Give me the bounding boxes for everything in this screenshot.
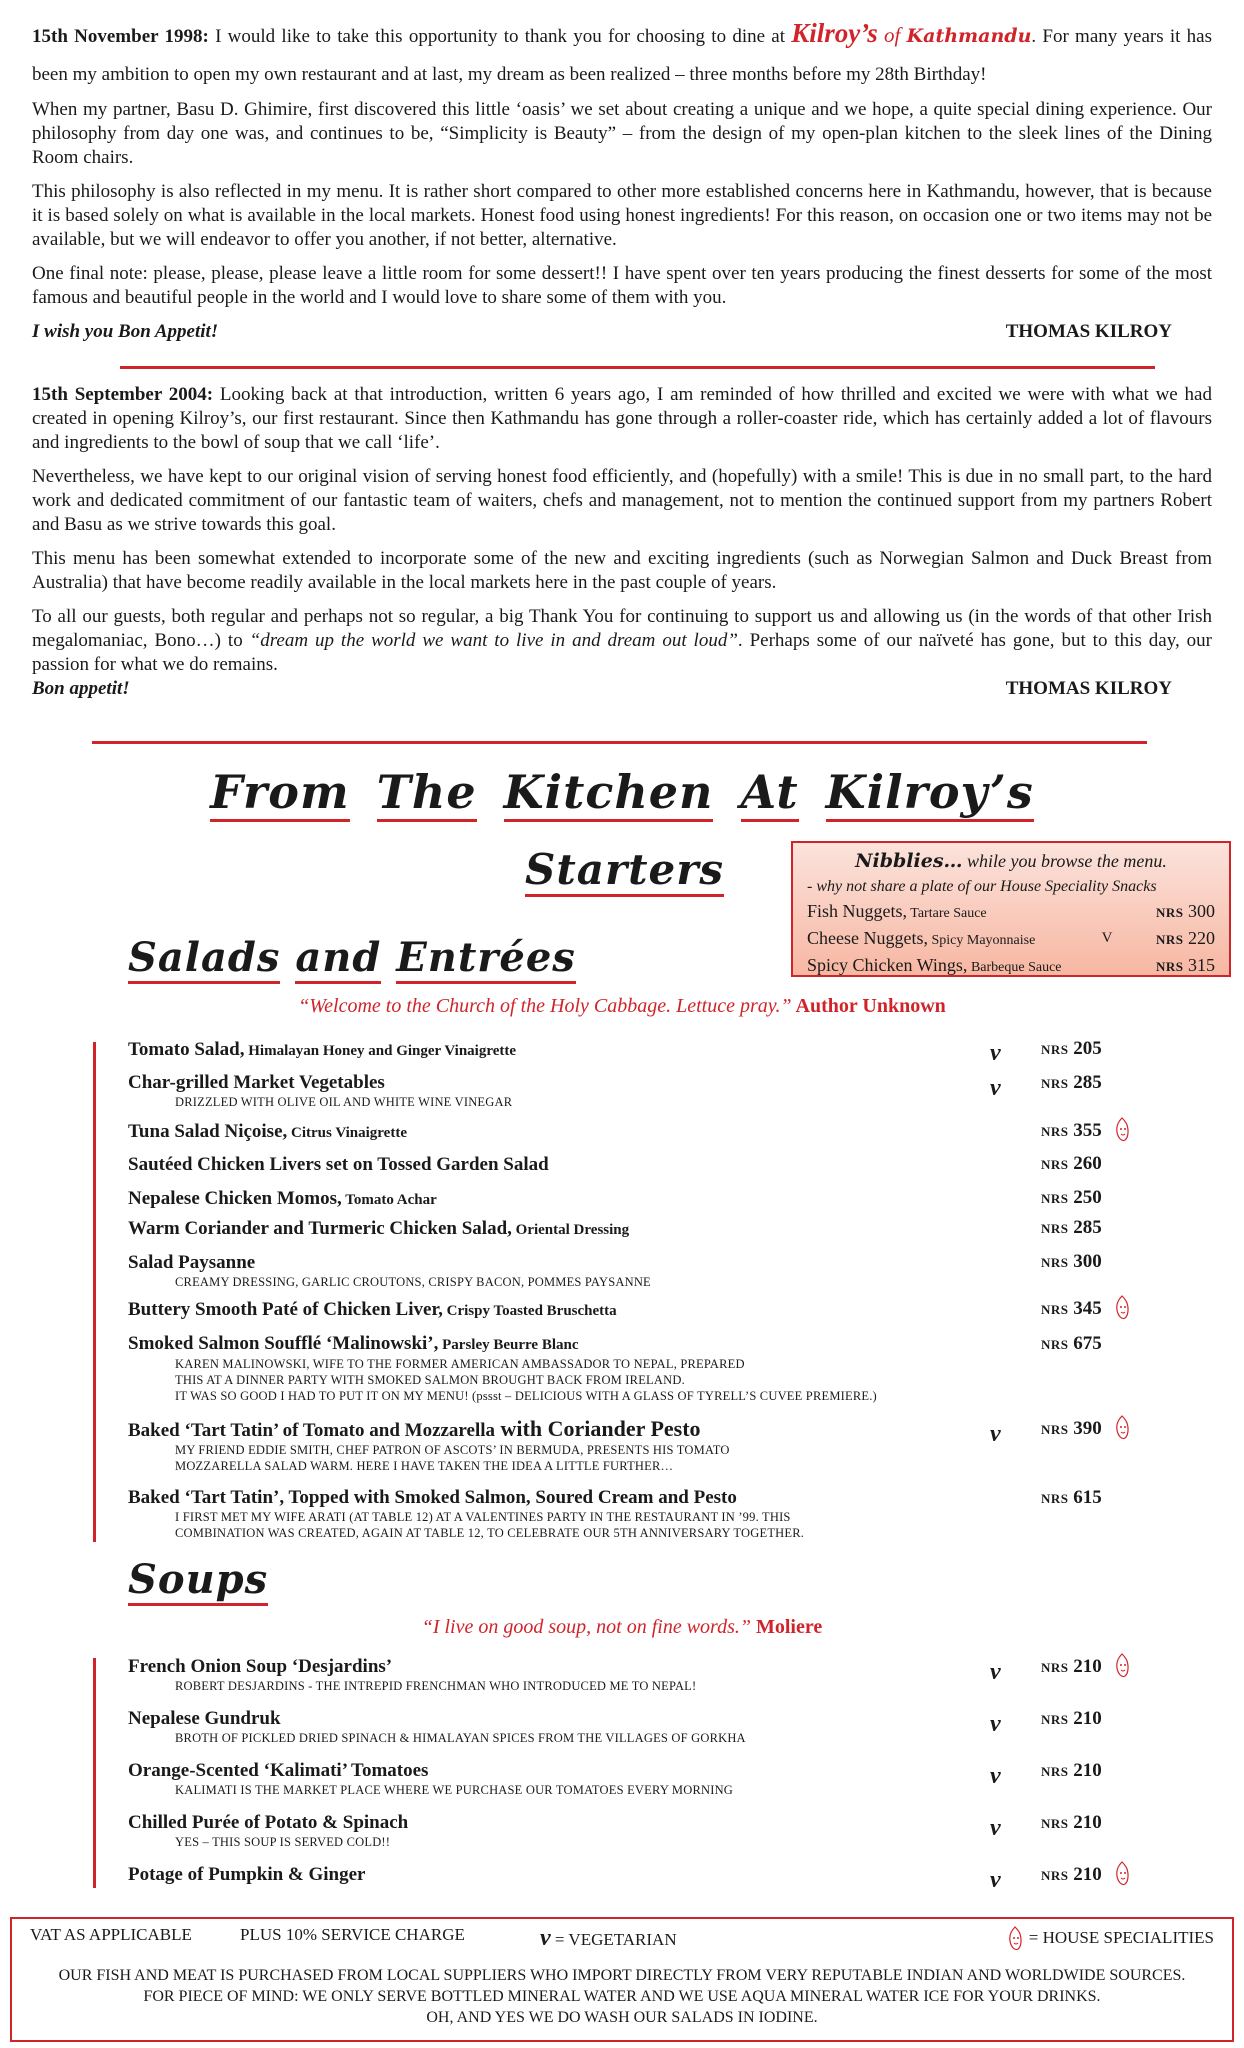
vat-note: VAT AS APPLICABLE (30, 1925, 192, 1944)
speciality-legend (1006, 1925, 1214, 1953)
house-speciality-icon (1113, 1116, 1131, 1144)
intro2-sign-row (32, 677, 1212, 701)
item-name: Buttery Smooth Paté of Chicken Liver, (128, 1299, 443, 1320)
price-value: 355 (1073, 1120, 1102, 1141)
item-detail: with Coriander Pesto (495, 1416, 701, 1441)
divider-line (92, 741, 1147, 744)
vegetarian-icon: v (990, 1815, 1001, 1841)
house-speciality-icon (1113, 1860, 1131, 1888)
menu-item (128, 1487, 1128, 1541)
nibbles-item-price: 300 (1188, 901, 1215, 921)
item-name: Orange-Scented ‘Kalimati’ Tomatoes (128, 1760, 429, 1781)
title-word: The (377, 765, 477, 822)
item-name: Sautéed Chicken Livers set on Tossed Garden Salad (128, 1154, 549, 1175)
item-price (1041, 1487, 1102, 1509)
menu-title (0, 765, 1244, 819)
menu-item (128, 1039, 1128, 1066)
item-name: Tomato Salad, (128, 1039, 245, 1060)
currency-label: NRS (1155, 905, 1184, 920)
nibbles-veg-mark (1077, 953, 1137, 980)
price-value: 210 (1073, 1864, 1102, 1885)
price-value: 210 (1073, 1656, 1102, 1677)
menu-item (128, 1418, 1128, 1474)
intro1-paragraph: This philosophy is also reflected in my menu. It is rather short compared to other more established concerns here in Kathmandu, however, that is because it is based solely on what is available in the local markets. Honest food using honest ingredients! For this reason, on occasion one or two items may not be available, but we will endeavor to offer you another, if not better, alternative. (32, 181, 1212, 250)
menu-item (128, 1154, 1128, 1176)
nibbles-box (791, 841, 1231, 977)
salads-quote (0, 995, 1244, 1018)
footer-line: OUR FISH AND MEAT IS PURCHASED FROM LOCAL SUPPLIERS WHO IMPORT DIRECTLY FROM VERY REPUTABLE INDIAN AND WORLDWIDE SOURCES. (58, 1967, 1186, 1984)
footer-line: OH, AND YES WE DO WASH OUR SALADS IN IODINE. (426, 2009, 818, 2026)
nibbles-item-detail: Tartare Sauce (907, 906, 987, 921)
nibbles-veg-mark (1077, 899, 1137, 926)
item-price (1041, 1656, 1102, 1678)
intro1-text: I would like to take this opportunity to thank you for choosing to dine at (208, 26, 792, 47)
item-price (1041, 1864, 1102, 1886)
nibbles-item (807, 926, 1215, 953)
nibbles-heading (807, 849, 1215, 874)
menu-item (128, 1656, 1128, 1694)
currency-label: NRS (1041, 1660, 1069, 1675)
price-value: 250 (1073, 1187, 1102, 1208)
item-detail: Crispy Toasted Bruschetta (442, 1303, 617, 1319)
footer-legend-row (30, 1925, 1214, 1951)
vegetarian-icon: v (990, 1711, 1001, 1737)
currency-label: NRS (1041, 1712, 1069, 1727)
item-description: BROTH OF PICKLED DRIED SPINACH & HIMALAYAN SPICES FROM THE VILLAGES OF GORKHA (175, 1731, 746, 1745)
intro1-date: 15th November 1998: (32, 26, 209, 47)
currency-label: NRS (1041, 1076, 1069, 1091)
brand-of: of (884, 23, 901, 47)
item-name: Potage of Pumpkin & Ginger (128, 1864, 366, 1885)
item-description: COMBINATION WAS CREATED, AGAIN AT TABLE 12, TO CELEBRATE OUR 5TH ANNIVERSARY TOGETHER. (175, 1526, 805, 1540)
currency-label: NRS (1041, 1042, 1069, 1057)
currency-label: NRS (1041, 1221, 1069, 1236)
item-description: KAREN MALINOWSKI, WIFE TO THE FORMER AMERICAN AMBASSADOR TO NEPAL, PREPARED (175, 1357, 745, 1371)
brand-name: Kilroy’s (791, 18, 878, 48)
nibbles-item-detail: Barbeque Sauce (967, 960, 1062, 975)
currency-label: NRS (1041, 1816, 1069, 1831)
intro2-text: To all our guests, both regular and perhaps not so regular, a big Thank You for continuing to support us and allowing us (in the words of that other Irish megalomaniac, Bono…) to (32, 606, 1212, 651)
item-name: Char-grilled Market Vegetables (128, 1072, 385, 1093)
nibbles-item-name: Spicy Chicken Wings, (807, 955, 968, 975)
item-description: CREAMY DRESSING, GARLIC CROUTONS, CRISPY BACON, POMMES PAYSANNE (175, 1275, 651, 1289)
item-price (1041, 1298, 1102, 1320)
veg-legend-text: = VEGETARIAN (550, 1930, 677, 1949)
menu-item (128, 1188, 1128, 1211)
item-price (1041, 1153, 1102, 1175)
service-charge-note: PLUS 10% SERVICE CHARGE (240, 1925, 465, 1944)
price-value: 210 (1073, 1760, 1102, 1781)
item-description: YES – THIS SOUP IS SERVED COLD!! (175, 1835, 391, 1849)
currency-label: NRS (1155, 959, 1184, 974)
price-value: 300 (1073, 1251, 1102, 1272)
item-name: Smoked Salmon Soufflé ‘Malinowski’, (128, 1333, 439, 1354)
intro2-text: Looking back at that introduction, written 6 years ago, I am reminded of how thrilled and excited we were with what we had created in opening Kilroy’s, our first restaurant. Since then Kathmandu has gone through a roller-coaster ride, which has certainly added a lot of flavours and ingredients to the bowl of soup that we call ‘life’. (32, 384, 1212, 453)
item-name: Nepalese Gundruk (128, 1708, 281, 1729)
currency-label: NRS (1041, 1255, 1069, 1270)
item-price (1041, 1812, 1102, 1834)
nibbles-item-price: 220 (1188, 928, 1215, 948)
vegetarian-icon: v (990, 1040, 1001, 1066)
item-price (1041, 1760, 1102, 1782)
price-value: 615 (1073, 1487, 1102, 1508)
nibbles-item-name: Fish Nuggets, (807, 901, 908, 921)
currency-label: NRS (1041, 1337, 1069, 1352)
item-name: French Onion Soup ‘Desjardins’ (128, 1656, 393, 1677)
divider-line (120, 366, 1155, 369)
item-detail: Tomato Achar (341, 1192, 437, 1208)
item-name: Tuna Salad Niçoise, (128, 1121, 288, 1142)
salads-side-bar (93, 1042, 96, 1542)
item-name: Chilled Purée of Potato & Spinach (128, 1812, 409, 1833)
item-description: MOZZARELLA SALAD WARM. HERE I HAVE TAKEN THE IDEA A LITTLE FURTHER… (175, 1459, 674, 1473)
item-description: KALIMATI IS THE MARKET PLACE WHERE WE PURCHASE OUR TOMATOES EVERY MORNING (175, 1783, 734, 1797)
price-value: 390 (1073, 1418, 1102, 1439)
intro2-date: 15th September 2004: (32, 384, 214, 405)
intro1-paragraph: One final note: please, please, please leave a little room for some dessert!! I have spent over ten years producing the finest desserts for some of the most famous and beautiful people in the world and I would love to share some of them with you. (32, 263, 1212, 308)
salads-heading (128, 934, 576, 981)
menu-item (128, 1252, 1128, 1290)
item-price (1041, 1038, 1102, 1060)
title-word: From (210, 765, 349, 822)
footer-notes (12, 1965, 1232, 2028)
item-description: MY FRIEND EDDIE SMITH, CHEF PATRON OF ASCOTS’ IN BERMUDA, PRESENTS HIS TOMATO (175, 1443, 730, 1457)
house-speciality-icon (1006, 1925, 1024, 1953)
nibbles-item (807, 953, 1215, 980)
nibbles-title-rest: while you browse the menu. (962, 851, 1167, 871)
item-name: Warm Coriander and Turmeric Chicken Salad, (128, 1218, 512, 1239)
intro2-paragraph: Nevertheless, we have kept to our original vision of serving honest food efficiently, and (hopefully) with a smile! This is due in no small part, to the hard work and dedicated commitment of our fantastic team of waiters, chefs and management, not to mention the continued support from my partners Robert and Basu as we strive towards this goal. (32, 466, 1212, 535)
price-value: 210 (1073, 1812, 1102, 1833)
intro1-text-end: . For many years it has been my ambition to open my own restaurant and at last, my dream as been realized – three months before my 28th Birthday! (32, 26, 1213, 85)
menu-item (128, 1072, 1128, 1110)
vegetarian-icon: v (540, 1925, 551, 1951)
soups-quote-text: “I live on good soup, not on fine words.” (421, 1616, 751, 1638)
veg-legend (540, 1925, 677, 1952)
intro-2004 (32, 383, 1212, 701)
menu-item (128, 1299, 1128, 1322)
menu-item (128, 1864, 1128, 1886)
item-name: Nepalese Chicken Momos, (128, 1188, 342, 1209)
nibbles-subtitle: - why not share a plate of our House Speciality Snacks (807, 878, 1157, 895)
salads-quote-author: Author Unknown (791, 995, 946, 1017)
soups-word: Soups (128, 1556, 268, 1606)
vegetarian-icon: v (990, 1659, 1001, 1685)
salads-quote-text: “Welcome to the Church of the Holy Cabbage. Lettuce pray.” (298, 995, 792, 1017)
footer-box (10, 1917, 1234, 2042)
currency-label: NRS (1041, 1491, 1069, 1506)
item-name: Salad Paysanne (128, 1252, 256, 1273)
item-description: IT WAS SO GOOD I HAD TO PUT IT ON MY MENU! (pssst – DELICIOUS WITH A GLASS OF TYRELL’S CUVEE PREMIERE.) (175, 1389, 877, 1403)
house-speciality-icon (1113, 1652, 1131, 1680)
currency-label: NRS (1041, 1764, 1069, 1779)
title-word: At (741, 765, 799, 822)
item-price (1041, 1187, 1102, 1209)
intro1-signature: THOMAS KILROY (1005, 321, 1172, 342)
currency-label: NRS (1041, 1124, 1069, 1139)
bono-quote: “dream up the world we want to live in and dream out loud” (249, 630, 738, 651)
item-description: DRIZZLED WITH OLIVE OIL AND WHITE WINE VINEGAR (175, 1095, 513, 1109)
intro2-text-end: . Perhaps some of our naïveté has gone, but to this day, our passion for what we do remains. (32, 630, 1213, 675)
vegetarian-icon: v (990, 1075, 1001, 1101)
price-value: 205 (1073, 1038, 1102, 1059)
intro1-sign-row (32, 320, 1212, 344)
salads-word: and (295, 934, 381, 984)
house-speciality-icon (1113, 1414, 1131, 1442)
menu-item (128, 1760, 1128, 1798)
salads-word: Salads (128, 934, 280, 984)
soups-heading (128, 1556, 268, 1603)
price-value: 285 (1073, 1217, 1102, 1238)
menu-item (128, 1333, 1128, 1404)
item-price (1041, 1418, 1102, 1440)
menu-item (128, 1708, 1128, 1746)
house-speciality-icon (1113, 1294, 1131, 1322)
price-value: 260 (1073, 1153, 1102, 1174)
menu-item (128, 1812, 1128, 1850)
price-value: 345 (1073, 1298, 1102, 1319)
vegetarian-icon: v (990, 1421, 1001, 1447)
nibbles-item-price: 315 (1188, 955, 1215, 975)
speciality-legend-text: = HOUSE SPECIALITIES (1024, 1927, 1214, 1947)
intro1-paragraph: When my partner, Basu D. Ghimire, first discovered this little ‘oasis’ we set about creating a unique and we hope, a quite special dining experience. Our philosophy from day one was, and continues to be, “Simplicity is Beauty” – from the design of my open-plan kitchen to the sleek lines of the Dining Room chairs. (32, 99, 1212, 168)
item-description: I FIRST MET MY WIFE ARATI (AT TABLE 12) AT A VALENTINES PARTY IN THE RESTAURANT IN ’99. THIS (175, 1510, 791, 1524)
item-price (1041, 1251, 1102, 1273)
price-value: 285 (1073, 1072, 1102, 1093)
starters-heading (525, 845, 724, 894)
item-price (1041, 1120, 1102, 1142)
soups-side-bar (93, 1658, 96, 1888)
intro-1998 (32, 14, 1212, 344)
item-name: Baked ‘Tart Tatin’ of Tomato and Mozzarella (128, 1420, 496, 1441)
currency-label: NRS (1155, 932, 1184, 947)
price-value: 675 (1073, 1333, 1102, 1354)
intro2-paragraph: This menu has been somewhat extended to incorporate some of the new and exciting ingredients (such as Norwegian Salmon and Duck Breast from Australia) that have become readily available in the local markets here in the past couple of years. (32, 548, 1212, 593)
salads-word: Entrées (396, 934, 576, 984)
currency-label: NRS (1041, 1157, 1069, 1172)
footer-line: FOR PIECE OF MIND: WE ONLY SERVE BOTTLED MINERAL WATER AND WE USE AQUA MINERAL WATER ICE FOR YOUR DRINKS. (143, 1988, 1101, 2005)
currency-label: NRS (1041, 1302, 1069, 1317)
item-price (1041, 1333, 1102, 1355)
starters-word: Starters (525, 845, 724, 897)
title-word: Kitchen (504, 765, 714, 822)
item-price (1041, 1708, 1102, 1730)
nibbles-veg-mark: V (1101, 930, 1113, 946)
item-detail: Parsley Beurre Blanc (438, 1337, 579, 1353)
currency-label: NRS (1041, 1422, 1069, 1437)
soups-quote-author: Moliere (751, 1616, 823, 1638)
currency-label: NRS (1041, 1191, 1069, 1206)
item-name: Baked ‘Tart Tatin’, Topped with Smoked Salmon, Soured Cream and Pesto (128, 1487, 737, 1508)
item-price (1041, 1217, 1102, 1239)
title-word: Kilroy’s (826, 765, 1034, 822)
menu-item (128, 1218, 1128, 1241)
item-description: THIS AT A DINNER PARTY WITH SMOKED SALMON BROUGHT BACK FROM IRELAND. (175, 1373, 685, 1387)
nibbles-item (807, 899, 1215, 926)
intro2-signature: THOMAS KILROY (1005, 678, 1172, 699)
item-detail: Himalayan Honey and Ginger Vinaigrette (244, 1043, 517, 1059)
nibbles-item-detail: Spicy Mayonnaise (927, 933, 1036, 948)
intro1-closing: I wish you Bon Appetit! (32, 321, 219, 342)
item-description: ROBERT DESJARDINS - THE INTREPID FRENCHMAN WHO INTRODUCED ME TO NEPAL! (175, 1679, 697, 1693)
item-detail: Oriental Dressing (511, 1222, 630, 1238)
nibbles-item-name: Cheese Nuggets, (807, 928, 928, 948)
item-price (1041, 1072, 1102, 1094)
soups-quote (0, 1616, 1244, 1639)
intro2-closing: Bon appetit! (32, 678, 130, 699)
menu-item (128, 1121, 1128, 1144)
nibbles-title: Nibblies… (855, 850, 963, 872)
vegetarian-icon: v (990, 1867, 1001, 1893)
brand-place: Kathmandu (906, 25, 1032, 47)
vegetarian-icon: v (990, 1763, 1001, 1789)
price-value: 210 (1073, 1708, 1102, 1729)
item-detail: Citrus Vinaigrette (287, 1125, 407, 1141)
currency-label: NRS (1041, 1868, 1069, 1883)
